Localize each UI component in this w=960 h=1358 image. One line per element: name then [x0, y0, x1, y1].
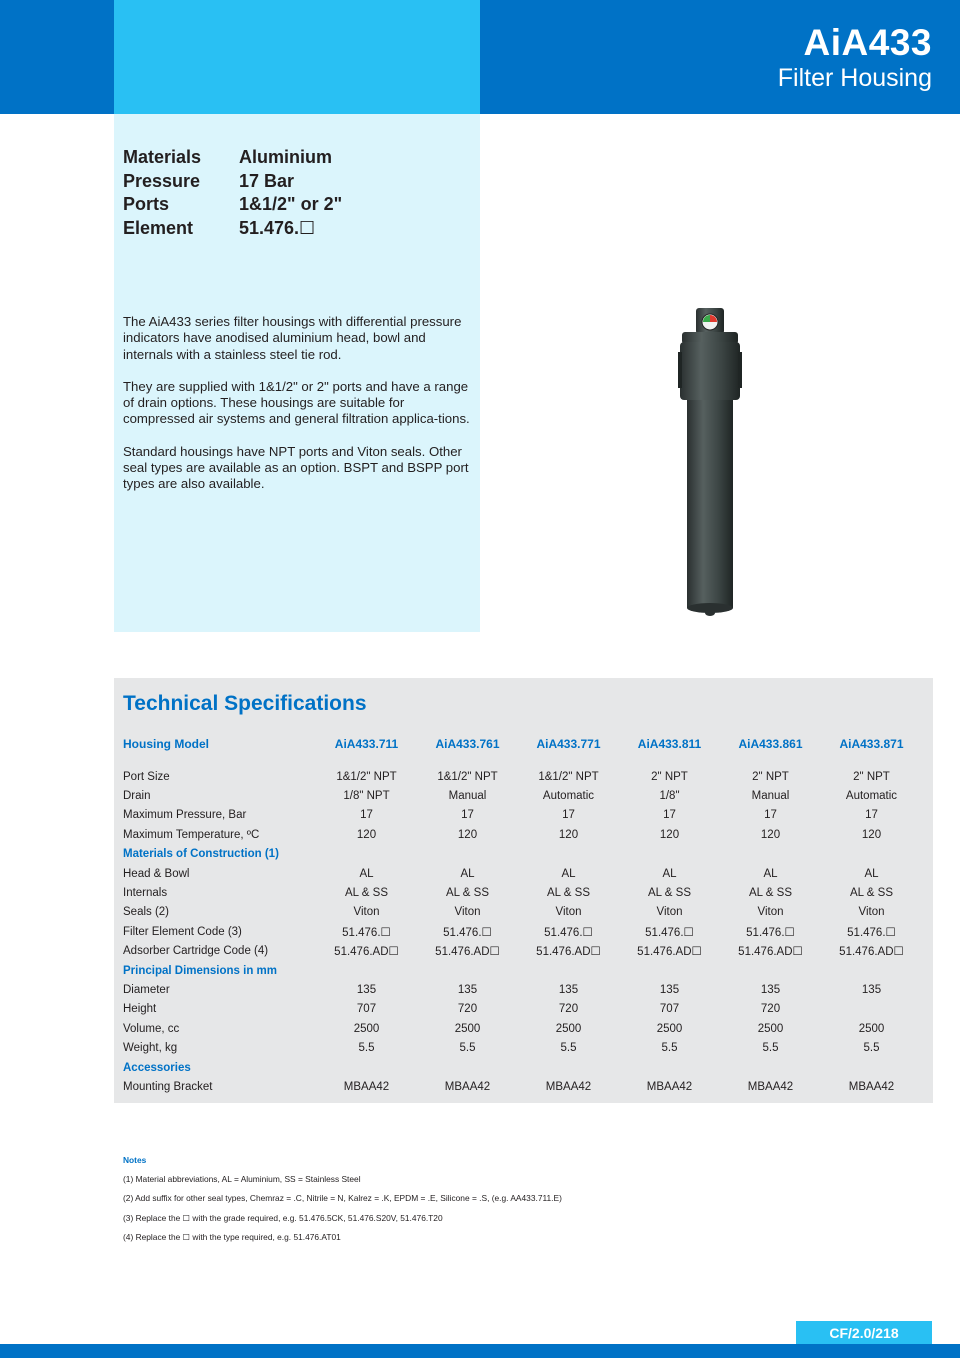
spec-row — [123, 942, 922, 961]
spec-cell: 2500 — [858, 1022, 885, 1035]
spec-row-label: Adsorber Cartridge Code (4) — [123, 945, 269, 958]
note-item: (3) Replace the ☐ with the grade required, e.g. 51.476.5CK, 51.476.S20V, 51.476.T20 — [123, 1212, 443, 1223]
spec-row — [123, 864, 922, 883]
description-paragraph: The AiA433 series filter housings with differential pressure indicators have anodised aluminium head, bowl and internals with a stainless steel tie rod. — [123, 314, 462, 362]
spec-cell: Viton — [555, 906, 582, 919]
spec-cell: AL — [763, 867, 778, 880]
spec-cell: 120 — [457, 828, 478, 841]
spec-cell: AL & SS — [849, 887, 894, 900]
spec-header-label: Housing Model — [123, 737, 209, 751]
note-item: (2) Add suffix for other seal types, Chemraz = .C, Nitrile = N, Kalrez = .K, EPDM = .E, Silicone = .S, (e.g. AA433.711.E) — [123, 1193, 562, 1204]
model-header: AiA433.811 — [637, 737, 702, 751]
catalogue-code: CF/2.0/218 — [796, 1321, 932, 1344]
spec-section-row — [123, 1058, 922, 1077]
spec-cell: AL — [460, 867, 475, 880]
spec-cell: 51.476.AD☐ — [334, 946, 399, 959]
key-fact-label: Element — [123, 217, 194, 238]
spec-cell: AL & SS — [546, 887, 591, 900]
spec-cell: 5.5 — [762, 1042, 779, 1055]
spec-section-row — [123, 961, 922, 980]
spec-cell: Viton — [858, 906, 885, 919]
spec-cell: 5.5 — [863, 1042, 880, 1055]
spec-cell: 51.476.☐ — [544, 926, 593, 939]
filter-housing-image — [660, 300, 760, 620]
spec-cell: 17 — [461, 809, 474, 822]
spec-cell: 2500 — [656, 1022, 683, 1035]
spec-row-label: Height — [123, 1003, 157, 1016]
product-title: AiA433 — [803, 22, 932, 63]
spec-cell: 2500 — [555, 1022, 582, 1035]
spec-cell: AL & SS — [344, 887, 389, 900]
spec-cell: 5.5 — [661, 1042, 678, 1055]
spec-cell: 5.5 — [358, 1042, 375, 1055]
spec-cell: 17 — [865, 809, 878, 822]
spec-row-label: Filter Element Code (3) — [123, 925, 242, 938]
spec-row-label: Internals — [123, 887, 168, 900]
header-band-left — [0, 0, 114, 114]
description-paragraph: They are supplied with 1&1/2" or 2" ports and have a range of drain options. These housings are suitable for compressed air systems and general filtration applica-tions. — [123, 378, 470, 427]
spec-row — [123, 1019, 922, 1038]
spec-cell: 5.5 — [459, 1042, 476, 1055]
key-fact-label: Ports — [123, 194, 170, 215]
note-item: (4) Replace the ☐ with the type required, e.g. 51.476.AT01 — [123, 1232, 341, 1243]
spec-cell: 2500 — [757, 1022, 784, 1035]
spec-cell: 5.5 — [560, 1042, 577, 1055]
spec-cell: 1&1/2" NPT — [538, 770, 599, 783]
spec-cell: AL & SS — [748, 887, 793, 900]
spec-row — [123, 883, 922, 902]
key-fact-value: Aluminium — [239, 147, 332, 168]
spec-row-label: Mounting Bracket — [123, 1080, 213, 1093]
spec-row — [123, 922, 922, 941]
product-description — [123, 314, 473, 509]
spec-row-label: Seals (2) — [123, 906, 170, 919]
spec-row-label: Volume, cc — [123, 1022, 180, 1035]
spec-row-label: Maximum Temperature, ºC — [123, 828, 260, 841]
footer-bar — [0, 1344, 960, 1358]
spec-cell: AL — [561, 867, 576, 880]
model-header: AiA433.761 — [435, 737, 500, 751]
product-subtitle: Filter Housing — [777, 64, 932, 92]
spec-row — [123, 786, 922, 805]
description-paragraph: Standard housings have NPT ports and Viton seals. Other seal types are available as an option. BSPT and BSPP port types are also available. — [123, 443, 469, 492]
spec-row — [123, 1000, 922, 1019]
spec-cell: 1&1/2" NPT — [437, 770, 498, 783]
spec-cell: 120 — [558, 828, 579, 841]
spec-row-label: Maximum Pressure, Bar — [123, 809, 247, 822]
key-fact-label: Pressure — [123, 170, 201, 191]
spec-cell: 1&1/2" NPT — [336, 770, 397, 783]
spec-cell: 51.476.AD☐ — [536, 946, 601, 959]
spec-cell: Manual — [751, 790, 790, 803]
spec-cell: 2" NPT — [752, 770, 789, 783]
spec-cell: 135 — [457, 983, 478, 996]
spec-cell: 135 — [760, 983, 781, 996]
spec-cell: Manual — [448, 790, 487, 803]
spec-section-label: Principal Dimensions in mm — [123, 964, 278, 977]
key-fact-row — [123, 217, 342, 241]
key-fact-value: 51.476.☐ — [239, 217, 316, 238]
spec-cell: Viton — [656, 906, 683, 919]
spec-cell: 1/8" — [659, 790, 680, 803]
spec-cell: 720 — [558, 1003, 579, 1016]
spec-body — [123, 754, 922, 1097]
spec-row — [123, 767, 922, 786]
key-fact-row — [123, 193, 342, 217]
spec-cell: 120 — [356, 828, 377, 841]
key-facts-table — [123, 146, 342, 240]
notes-heading: Notes — [123, 1155, 147, 1165]
spec-cell: AL — [864, 867, 879, 880]
spec-row — [123, 806, 922, 825]
spec-cell: 120 — [760, 828, 781, 841]
spec-cell: 17 — [764, 809, 777, 822]
key-fact-row — [123, 170, 342, 194]
spec-cell: MBAA42 — [343, 1080, 390, 1093]
spec-row — [123, 825, 922, 844]
filter-bowl — [687, 400, 733, 608]
spec-cell: 2" NPT — [651, 770, 688, 783]
drain-icon — [705, 610, 715, 616]
spec-cell: AL & SS — [647, 887, 692, 900]
spec-cell: 1/8" NPT — [343, 790, 390, 803]
spec-cell: 17 — [663, 809, 676, 822]
model-header: AiA433.861 — [738, 737, 803, 751]
spec-cell: MBAA42 — [848, 1080, 895, 1093]
spec-cell: AL — [359, 867, 374, 880]
spec-cell: 720 — [457, 1003, 478, 1016]
spec-cell: Viton — [454, 906, 481, 919]
spec-section-label: Materials of Construction (1) — [123, 848, 279, 861]
spec-cell: 707 — [659, 1003, 680, 1016]
spec-cell: 51.476.AD☐ — [435, 946, 500, 959]
key-fact-value: 1&1/2" or 2" — [239, 194, 343, 215]
spec-cell: 120 — [659, 828, 680, 841]
filter-head — [680, 342, 740, 400]
spec-cell: 707 — [356, 1003, 377, 1016]
spec-cell: Automatic — [542, 790, 595, 803]
notes-section — [123, 1155, 562, 1252]
spec-cell: 120 — [861, 828, 882, 841]
spec-cell: AL — [662, 867, 677, 880]
spec-cell: 51.476.☐ — [443, 926, 492, 939]
spec-cell: MBAA42 — [747, 1080, 794, 1093]
spec-cell: MBAA42 — [646, 1080, 693, 1093]
spec-cell: MBAA42 — [545, 1080, 592, 1093]
spec-row-label: Weight, kg — [123, 1042, 178, 1055]
spec-cell: MBAA42 — [444, 1080, 491, 1093]
spec-cell: Viton — [353, 906, 380, 919]
spec-header-row — [123, 734, 922, 754]
spec-row-label: Head & Bowl — [123, 867, 190, 880]
header-band-accent — [114, 0, 480, 114]
spec-cell: 51.476.☐ — [746, 926, 795, 939]
spec-cell: Automatic — [845, 790, 898, 803]
spec-cell: 2500 — [454, 1022, 481, 1035]
spec-row-label: Diameter — [123, 983, 170, 996]
spec-table — [123, 734, 922, 1097]
spec-cell: 51.476.AD☐ — [637, 946, 702, 959]
spec-cell: AL & SS — [445, 887, 490, 900]
spec-row — [123, 1077, 922, 1096]
model-header: AiA433.771 — [536, 737, 601, 751]
spec-cell: 135 — [861, 983, 882, 996]
spacer-row — [123, 754, 922, 767]
spec-row — [123, 980, 922, 999]
spec-cell — [821, 1000, 922, 1019]
spec-cell: Viton — [757, 906, 784, 919]
spec-row — [123, 903, 922, 922]
model-header: AiA433.871 — [839, 737, 904, 751]
spec-row-label: Drain — [123, 790, 151, 803]
spec-cell: 51.476.AD☐ — [738, 946, 803, 959]
spec-cell: 2500 — [353, 1022, 380, 1035]
spec-cell: 17 — [360, 809, 373, 822]
spec-cell: 2" NPT — [853, 770, 890, 783]
spec-cell: 51.476.AD☐ — [839, 946, 904, 959]
spec-cell: 51.476.☐ — [847, 926, 896, 939]
spec-cell: 135 — [659, 983, 680, 996]
spec-cell: 135 — [558, 983, 579, 996]
key-fact-row — [123, 146, 342, 170]
spec-title: Technical Specifications — [123, 692, 367, 715]
spec-section-row — [123, 845, 922, 864]
spec-cell: 51.476.☐ — [645, 926, 694, 939]
spec-row-label: Port Size — [123, 770, 170, 783]
spec-cell: 17 — [562, 809, 575, 822]
spec-section-label: Accessories — [123, 1061, 191, 1074]
spec-cell: 720 — [760, 1003, 781, 1016]
spec-cell: 51.476.☐ — [342, 926, 391, 939]
key-fact-label: Materials — [123, 147, 202, 168]
note-item: (1) Material abbreviations, AL = Aluminium, SS = Stainless Steel — [123, 1174, 361, 1184]
spec-row — [123, 1038, 922, 1057]
model-header: AiA433.711 — [334, 737, 399, 751]
spec-cell: 135 — [356, 983, 377, 996]
key-fact-value: 17 Bar — [239, 170, 295, 191]
